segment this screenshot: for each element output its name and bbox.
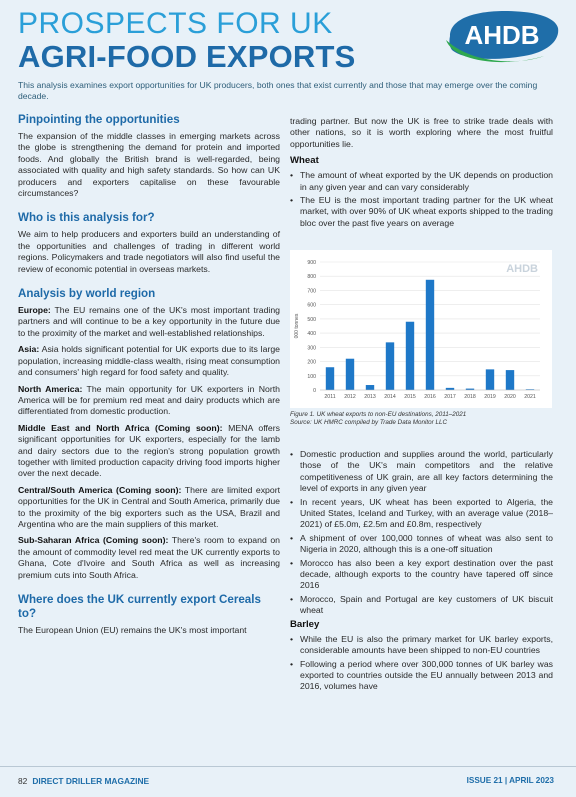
x-tick-label: 2013 [364, 394, 376, 400]
barley-bullets [290, 634, 553, 693]
opportunities-paragraph: The expansion of the middle classes in emerging markets across the globe is strengthening the demand for protein and imported foods. And globally the British brand is well-regarded, being associated with quality and high safety standards. So how can UK producers and exporters capitalise on these favourable circumstances? [18, 131, 280, 199]
section-heading-cereals: Where does the UK currently export Cereals to? [18, 593, 261, 620]
page-number: 82 [18, 776, 28, 786]
bar [446, 388, 454, 390]
chart-caption-title: Figure 1. UK wheat exports to non-EU destinations, 2011–2021 [290, 411, 467, 418]
x-tick-label: 2012 [344, 394, 356, 400]
region-paragraph: Central/South America (Coming soon): There are limited export opportunities for the UK in Central and South America, primarily due to the proximity of the big exporters such as the USA, Brazil and Argentina who are the main suppliers of this market. [18, 484, 281, 529]
bar [366, 385, 374, 390]
y-tick-label: 600 [307, 302, 316, 309]
list-item: • A shipment of over 100,000 tonnes of wheat was also sent to Nigeria in 2020, although this is a one-off situation [290, 533, 553, 556]
y-tick-label: 400 [307, 331, 316, 338]
y-tick-label: 300 [307, 345, 316, 352]
page-footer [0, 766, 576, 797]
bar [346, 359, 354, 390]
left-column [18, 113, 280, 648]
x-tick-label: 2020 [504, 394, 516, 400]
x-tick-label: 2011 [324, 394, 336, 400]
wheat-exports-chart [290, 250, 552, 408]
chart-watermark: AHDB [506, 263, 538, 275]
bar [406, 322, 414, 390]
chart-caption-source: Source: UK HMRC compiled by Trade Data Monitor LLC [290, 419, 448, 426]
x-tick-label: 2016 [424, 394, 436, 400]
footer-left [18, 776, 149, 786]
svg-text:AHDB: AHDB [464, 20, 540, 50]
list-item: • The amount of wheat exported by the UK depends on production in any given year and can vary considerably [290, 170, 553, 193]
right-column-lower [290, 449, 553, 695]
region-paragraph: Asia: Asia holds significant potential for UK exports due to its large population, increasing middle-class wealth, rising meat consumption and consumers' high regard for food safety and quality. [18, 344, 280, 378]
magazine-name: DIRECT DRILLER MAGAZINE [32, 776, 150, 786]
list-item: • Morocco, Spain and Portugal are key customers of UK biscuit wheat [290, 594, 553, 617]
x-tick-label: 2014 [384, 394, 396, 400]
list-item: • Following a period where over 300,000 tonnes of UK barley was exported to countries outside the EU annually between 2013 and 2016, volumes have [290, 659, 553, 693]
title-line-2: AGRI-FOOD EXPORTS [18, 39, 356, 74]
bar [506, 370, 514, 390]
ahdb-logo [444, 6, 562, 66]
list-item: • The EU is the most important trading partner for the UK wheat market, with over 90% of UK wheat exports shipped to the trading bloc over the past five years on average [290, 195, 553, 229]
region-paragraph: Europe: The EU remains one of the UK's most important trading partners and will continue to be a key opportunity in the future due to the proximity of the market and well-established relationships. [18, 305, 280, 338]
section-heading-audience: Who is this analysis for? [18, 211, 155, 225]
y-tick-label: 100 [307, 373, 316, 380]
section-heading-world-region: Analysis by world region [18, 287, 156, 301]
wheat-heading: Wheat [290, 155, 319, 167]
y-tick-label: 700 [307, 288, 316, 295]
y-axis-label: 000 tonnes [294, 313, 300, 339]
right-column [290, 116, 553, 231]
chart-svg [290, 250, 552, 408]
chart-caption [290, 411, 554, 427]
y-tick-label: 200 [307, 359, 316, 366]
x-tick-label: 2021 [524, 394, 536, 400]
bar [326, 367, 334, 390]
y-tick-label: 500 [307, 316, 316, 323]
x-tick-label: 2019 [484, 394, 496, 400]
x-tick-label: 2018 [464, 394, 476, 400]
list-item: • While the EU is also the primary market for UK barley exports, considerable amounts have been shipped to non-EU countries [290, 634, 553, 657]
barley-heading: Barley [290, 618, 320, 630]
intro-text: This analysis examines export opportunities for UK producers, both ones that exist currently and those that may emerge over the coming decade. [18, 80, 538, 101]
y-tick-label: 900 [307, 260, 316, 266]
cereals-paragraph: The European Union (EU) remains the UK's most important [18, 625, 247, 635]
continued-paragraph: trading partner. But now the UK is free to strike trade deals with other nations, so it is worth exploring where the most fruitful opportunities lie. [290, 116, 553, 149]
section-heading-opportunities: Pinpointing the opportunities [18, 113, 180, 126]
x-tick-label: 2017 [444, 394, 456, 400]
bar [426, 280, 434, 390]
list-item: • Domestic production and supplies around the world, particularly those of the UK's main competitors and the relative competitiveness of UK grain, are all key factors determining the level of exports in any given year [290, 449, 553, 495]
x-tick-label: 2015 [404, 394, 416, 400]
audience-paragraph: We aim to help producers and exporters build an understanding of the opportunities and challenges of trading in different world regions. Policymakers and trade negotiators will also find useful the review of economic potential in overseas markets. [18, 229, 280, 274]
list-item: • In recent years, UK wheat has been exported to Algeria, the United States, Iceland and Turkey, with an average value (2018–2021) of £5.0m, £2.5m and £0.8m, respectively [290, 497, 553, 531]
region-paragraph: Sub-Saharan Africa (Coming soon): There's room to expand on the amount of commodity level red meat the UK currently exports to Ghana, Cote d'Ivoire and South Africa as well as increasing premium cuts into South Africa. [18, 535, 281, 580]
list-item: • Morocco has also been a key export destination over the past decade, although exports to the country have tapered off since 2016 [290, 558, 553, 592]
issue-label: ISSUE 21 | APRIL 2023 [466, 776, 554, 785]
title-line-1: PROSPECTS FOR UK [18, 7, 333, 40]
wheat-bullets-bottom [290, 449, 553, 617]
region-paragraph: Middle East and North Africa (Coming soon): MENA offers significant opportunities for UK exporters, especially for the lamb and dairy sectors due to the region's strong population growth together with limited production capacity driving food imports higher over the next decade. [18, 422, 280, 479]
bar [486, 369, 494, 390]
bar [386, 342, 394, 390]
wheat-bullets-top [290, 170, 553, 229]
region-paragraph: North America: The main opportunity for UK exporters in North America will be for premium red meat and dairy products which are differentiated from domestic production. [18, 383, 280, 417]
y-tick-label: 800 [307, 274, 316, 281]
y-tick-label: 0 [313, 388, 316, 394]
